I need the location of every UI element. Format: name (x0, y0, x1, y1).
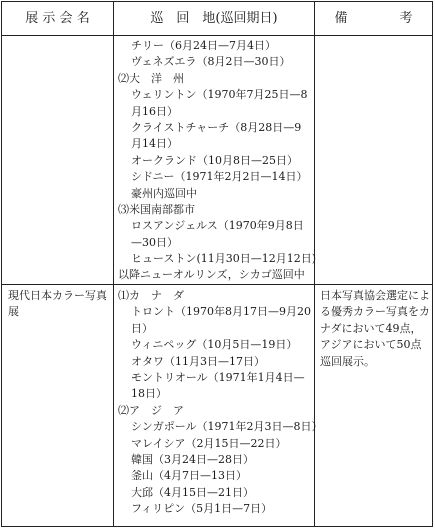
row1-route-list (118, 38, 317, 284)
header-note: 備 考 (334, 11, 413, 26)
route-line: ヴェネズエラ（8月2日—30日） (131, 55, 291, 69)
route-line: オークランド（10月8日—25日） (131, 153, 298, 167)
route-line: フィリピン（5月1日—7日） (131, 502, 273, 516)
row-divider (2, 284, 432, 285)
header-exhibition-name: 展 示 会 名 (25, 11, 90, 26)
route-line: チリー（6月24日—7月4日） (131, 39, 276, 52)
route-line: 韓国（3月24日—28日） (131, 452, 254, 466)
route-line: ウィニペッグ（10月5日—19日） (131, 338, 298, 352)
header-divider (2, 35, 432, 36)
header-route: 巡 回 地(巡回期日) (150, 11, 278, 26)
route-line: ウェリントン（1970年7月25日—8 (131, 88, 308, 102)
row2-route-list (118, 288, 323, 517)
exhibition-table (1, 1, 433, 527)
route-line: ⑵ア ジ ア (118, 403, 184, 417)
row2-note: 日本写真協会選定による優秀カラー写真をカナダにおいて49点，アジアにおいて50点巡回展示。 (320, 289, 430, 368)
route-line: 日） (131, 321, 153, 335)
route-line: シドニー（1971年2月2日—14日） (131, 170, 308, 184)
route-line: 月14日） (131, 137, 178, 151)
route-line: マレイシア（2月15日—22日） (131, 436, 287, 450)
route-line: 18日） (131, 387, 167, 401)
column-divider (113, 2, 114, 526)
route-line: 豪州内巡回中 (131, 186, 197, 200)
route-line: 月16日） (131, 104, 178, 118)
route-line: クライストチャーチ（8月28日—9 (131, 120, 302, 134)
row2-exhibition-name: 現代日本カラー写真展 (8, 289, 107, 319)
route-line: ヒューストン(11月30日—12月12日) (131, 252, 317, 266)
route-line: オタワ（11月3日—17日） (131, 354, 265, 368)
route-line: 釜山（4月7日—13日） (131, 469, 247, 483)
route-line: ⑶米国南部都市 (118, 202, 195, 216)
route-line: ⑵大 洋 州 (118, 71, 184, 85)
route-line: トロント（1970年8月17日—9月20 (131, 305, 311, 319)
route-line: 以降ニューオルリンズ，シカゴ巡回中 (118, 268, 305, 282)
route-line: シンガポール（1971年2月3日—8日） (131, 420, 323, 434)
route-line: ⑴カ ナ ダ (118, 289, 184, 302)
route-line: モントリオール（1971年1月4日— (131, 370, 305, 384)
route-line: —30日） (131, 235, 178, 249)
route-line: 大邱（4月15日—21日） (131, 485, 254, 499)
route-line: ロスアンジェルス（1970年9月8日 (131, 219, 304, 233)
